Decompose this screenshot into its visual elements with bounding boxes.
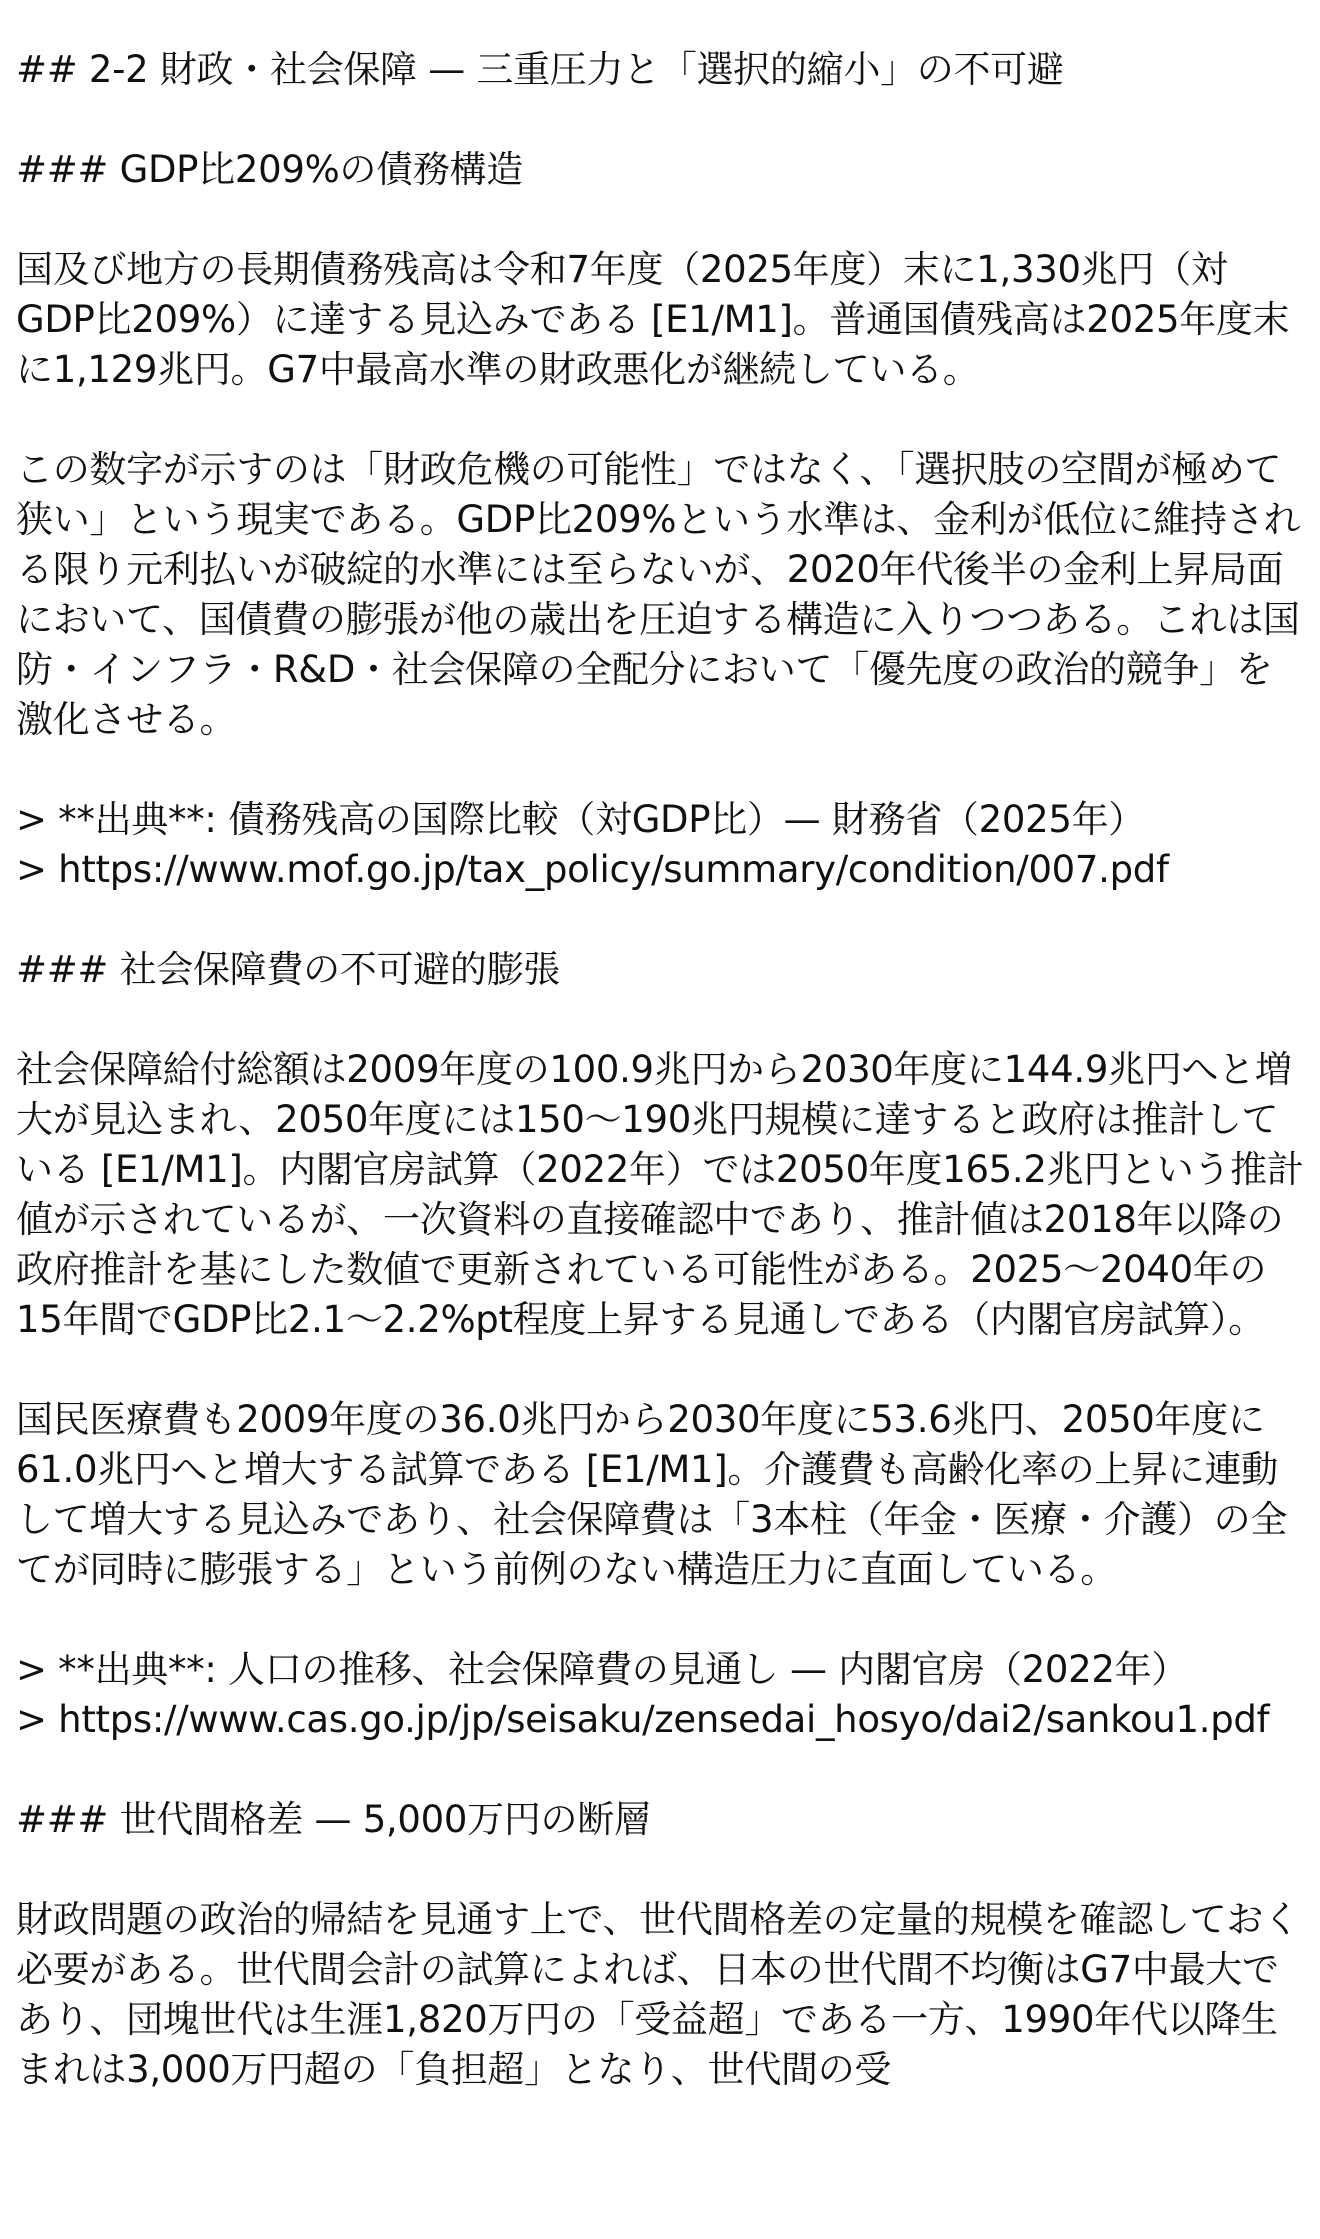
paragraph-debt-1: 国及び地方の長期債務残高は令和7年度（2025年度）末に1,330兆円（対GDP比209%）に達する見込みである [E1/M1]。普通国債残高は2025年度末に1,129兆円。G7中最高水準の財政悪化が継続している。 bbox=[16, 248, 1290, 391]
subsection-heading-generational-gap: ### 世代間格差 — 5,000万円の断層 bbox=[16, 1798, 651, 1841]
document-body bbox=[16, 0, 1306, 2095]
source-url: > https://www.cas.go.jp/jp/seisaku/zensedai_hosyo/dai2/sankou1.pdf bbox=[16, 1698, 1270, 1741]
source-block-social-security bbox=[16, 1645, 1306, 1745]
section-heading: ## 2-2 財政・社会保障 — 三重圧力と「選択的縮小」の不可避 bbox=[16, 48, 1064, 91]
paragraph-debt-2: この数字が示すのは「財政危機の可能性」ではなく、「選択肢の空間が極めて狭い」という現実である。GDP比209%という水準は、金利が低位に維持される限り元利払いが破綻的水準には至らないが、2020年代後半の金利上昇局面において、国債費の膨張が他の歳出を圧迫する構造に入りつつある。これは国防・インフラ・R&D・社会保障の全配分において「優先度の政治的競争」を激化させる。 bbox=[16, 448, 1301, 741]
source-citation: > **出典**: 債務残高の国際比較（対GDP比）— 財務省（2025年） bbox=[16, 798, 1145, 841]
source-citation: > **出典**: 人口の推移、社会保障費の見通し — 内閣官房（2022年） bbox=[16, 1648, 1188, 1691]
paragraph-social-security-2: 国民医療費も2009年度の36.0兆円から2030年度に53.6兆円、2050年度に61.0兆円へと増大する試算である [E1/M1]。介護費も高齢化率の上昇に連動して増大する見込みであり、社会保障費は「3本柱（年金・医療・介護）の全てが同時に膨張する」という前例のない構造圧力に直面している。 bbox=[16, 1398, 1288, 1591]
paragraph-generational-gap-1: 財政問題の政治的帰結を見通す上で、世代間格差の定量的規模を確認しておく必要がある。世代間会計の試算によれば、日本の世代間不均衡はG7中最大であり、団塊世代は生涯1,820万円の「受益超」である一方、1990年代以降生まれは3,000万円超の「負担超」となり、世代間の受 bbox=[16, 1898, 1300, 2091]
source-url: > https://www.mof.go.jp/tax_policy/summary/condition/007.pdf bbox=[16, 848, 1169, 891]
source-block-debt bbox=[16, 795, 1306, 895]
paragraph-social-security-1: 社会保障給付総額は2009年度の100.9兆円から2030年度に144.9兆円へと増大が見込まれ、2050年度には150〜190兆円規模に達すると政府は推計している [E1/M1]。内閣官房試算（2022年）では2050年度165.2兆円という推計値が示されているが、一次資料の直接確認中であり、推計値は2018年以降の政府推計を基にした数値で更新されている可能性がある。2025〜2040年の15年間でGDP比2.1〜2.2%pt程度上昇する見通しである（内閣官房試算）。 bbox=[16, 1048, 1304, 1341]
subsection-heading-social-security: ### 社会保障費の不可避的膨張 bbox=[16, 948, 560, 991]
subsection-heading-debt: ### GDP比209%の債務構造 bbox=[16, 148, 523, 191]
